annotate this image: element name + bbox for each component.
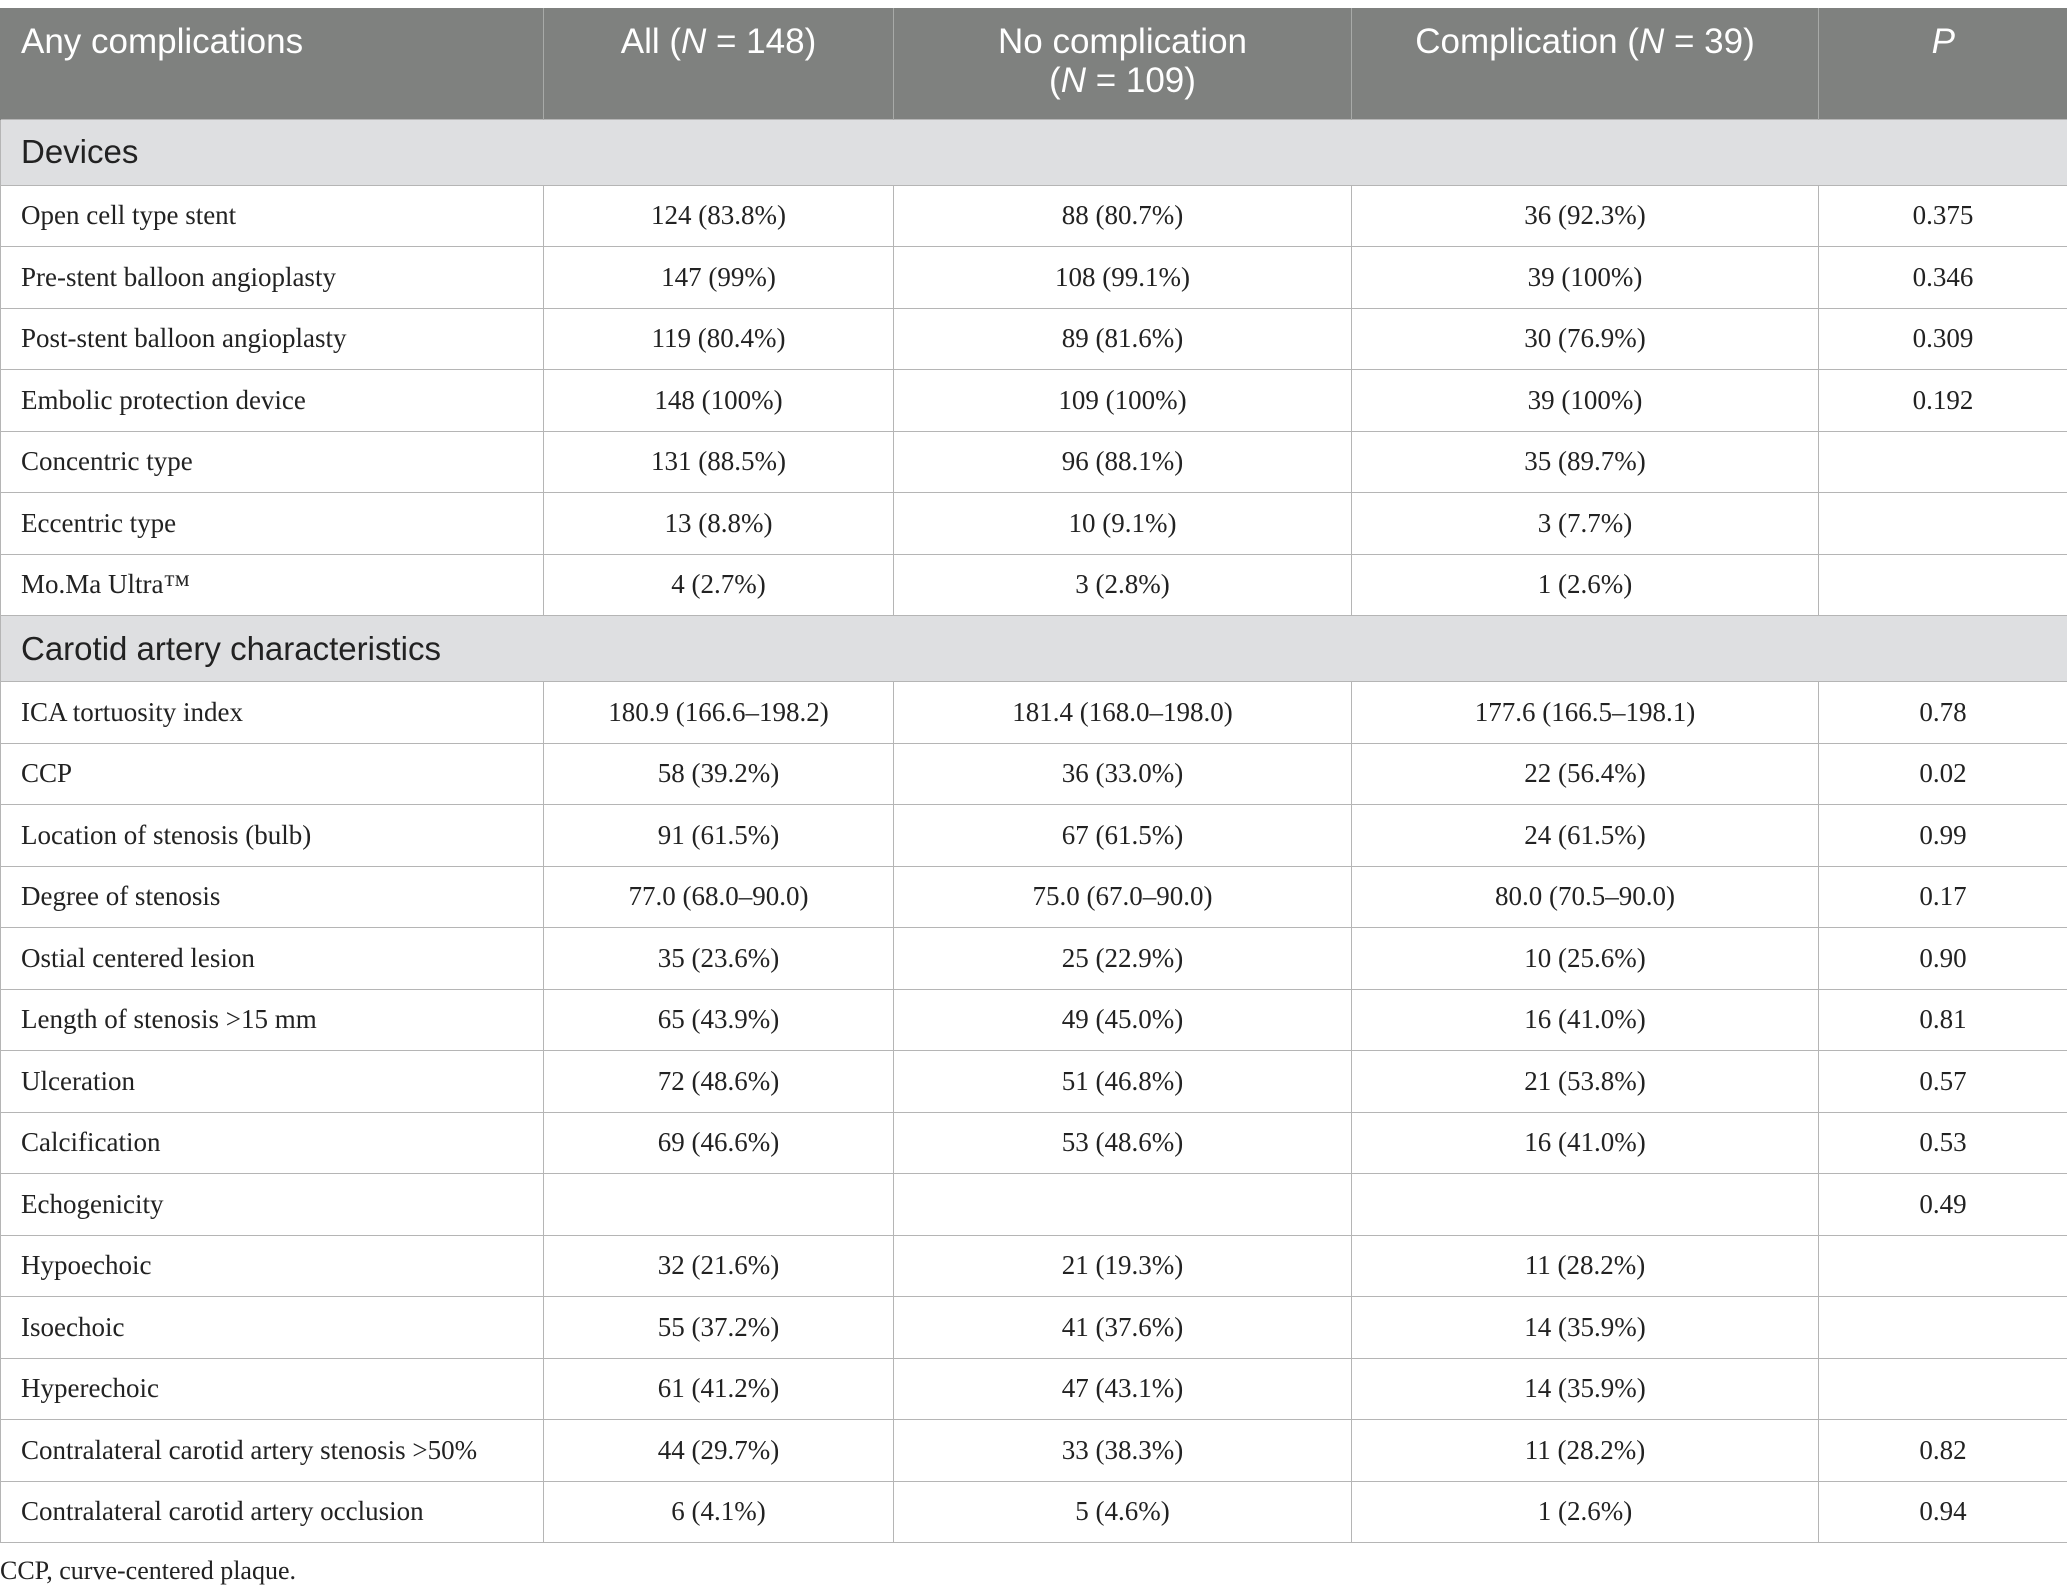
cell-p-value: [1819, 1297, 2067, 1359]
row-label: ICA tortuosity index: [1, 682, 544, 744]
cell-complication: 1 (2.6%): [1352, 554, 1819, 616]
table-row: [1, 1174, 2067, 1236]
cell-complication: 11 (28.2%): [1352, 1420, 1819, 1482]
table-row: [1, 989, 2067, 1051]
cell-all: [544, 1174, 894, 1236]
cell-no-complication: 53 (48.6%): [894, 1112, 1352, 1174]
cell-complication: 16 (41.0%): [1352, 989, 1819, 1051]
header-complication: Complication (N = 39): [1352, 8, 1819, 119]
table-row: [1, 1297, 2067, 1359]
table-row: [1, 308, 2067, 370]
row-label: Contralateral carotid artery occlusion: [1, 1481, 544, 1543]
cell-all: 55 (37.2%): [544, 1297, 894, 1359]
row-label: Contralateral carotid artery stenosis >50%: [1, 1420, 544, 1482]
cell-complication: 24 (61.5%): [1352, 805, 1819, 867]
cell-all: 4 (2.7%): [544, 554, 894, 616]
cell-p-value: 0.78: [1819, 682, 2067, 744]
cell-p-value: [1819, 554, 2067, 616]
table-row: [1, 1051, 2067, 1113]
cell-all: 69 (46.6%): [544, 1112, 894, 1174]
row-label: Location of stenosis (bulb): [1, 805, 544, 867]
cell-no-complication: 88 (80.7%): [894, 185, 1352, 247]
cell-complication: [1352, 1174, 1819, 1236]
row-label: Hyperechoic: [1, 1358, 544, 1420]
row-label: Hypoechoic: [1, 1235, 544, 1297]
table-row: [1, 1112, 2067, 1174]
cell-p-value: 0.309: [1819, 308, 2067, 370]
row-label: Length of stenosis >15 mm: [1, 989, 544, 1051]
cell-complication: 10 (25.6%): [1352, 928, 1819, 990]
table-row: [1, 682, 2067, 744]
cell-complication: 14 (35.9%): [1352, 1358, 1819, 1420]
cell-complication: 36 (92.3%): [1352, 185, 1819, 247]
row-label: Embolic protection device: [1, 370, 544, 432]
cell-complication: 30 (76.9%): [1352, 308, 1819, 370]
cell-p-value: 0.81: [1819, 989, 2067, 1051]
cell-no-complication: 67 (61.5%): [894, 805, 1352, 867]
cell-p-value: 0.53: [1819, 1112, 2067, 1174]
cell-no-complication: 109 (100%): [894, 370, 1352, 432]
table-row: [1, 928, 2067, 990]
row-label: Open cell type stent: [1, 185, 544, 247]
cell-p-value: 0.90: [1819, 928, 2067, 990]
cell-no-complication: 181.4 (168.0–198.0): [894, 682, 1352, 744]
table-row: [1, 1358, 2067, 1420]
row-label: Post-stent balloon angioplasty: [1, 308, 544, 370]
cell-p-value: 0.57: [1819, 1051, 2067, 1113]
row-label: Echogenicity: [1, 1174, 544, 1236]
section-title: Devices: [1, 119, 2067, 185]
cell-p-value: 0.02: [1819, 743, 2067, 805]
cell-complication: 3 (7.7%): [1352, 493, 1819, 555]
cell-all: 147 (99%): [544, 247, 894, 309]
table-footnote: CCP, curve-centered plaque.: [0, 1556, 297, 1585]
cell-p-value: 0.94: [1819, 1481, 2067, 1543]
cell-no-complication: 47 (43.1%): [894, 1358, 1352, 1420]
cell-all: 119 (80.4%): [544, 308, 894, 370]
cell-no-complication: 25 (22.9%): [894, 928, 1352, 990]
cell-complication: 1 (2.6%): [1352, 1481, 1819, 1543]
cell-all: 44 (29.7%): [544, 1420, 894, 1482]
cell-no-complication: 3 (2.8%): [894, 554, 1352, 616]
cell-all: 13 (8.8%): [544, 493, 894, 555]
cell-p-value: 0.346: [1819, 247, 2067, 309]
cell-all: 72 (48.6%): [544, 1051, 894, 1113]
header-no-complication: No complication (N = 109): [894, 8, 1352, 119]
table-header: [1, 8, 2067, 119]
row-label: Isoechoic: [1, 1297, 544, 1359]
cell-all: 148 (100%): [544, 370, 894, 432]
table-row: [1, 247, 2067, 309]
header-any-complications: Any complications: [1, 8, 544, 119]
row-label: CCP: [1, 743, 544, 805]
table-body: [1, 119, 2067, 1543]
cell-p-value: 0.49: [1819, 1174, 2067, 1236]
section-header-row: [1, 119, 2067, 185]
row-label: Mo.Ma Ultra™: [1, 554, 544, 616]
table-row: [1, 493, 2067, 555]
row-label: Eccentric type: [1, 493, 544, 555]
table-row: [1, 866, 2067, 928]
cell-complication: 21 (53.8%): [1352, 1051, 1819, 1113]
cell-no-complication: 36 (33.0%): [894, 743, 1352, 805]
cell-no-complication: 51 (46.8%): [894, 1051, 1352, 1113]
cell-all: 124 (83.8%): [544, 185, 894, 247]
row-label: Degree of stenosis: [1, 866, 544, 928]
cell-no-complication: 5 (4.6%): [894, 1481, 1352, 1543]
section-title: Carotid artery characteristics: [1, 616, 2067, 682]
row-label: Calcification: [1, 1112, 544, 1174]
cell-complication: 39 (100%): [1352, 247, 1819, 309]
cell-p-value: 0.192: [1819, 370, 2067, 432]
table-row: [1, 743, 2067, 805]
cell-p-value: [1819, 1358, 2067, 1420]
cell-p-value: [1819, 431, 2067, 493]
cell-complication: 39 (100%): [1352, 370, 1819, 432]
table-row: [1, 185, 2067, 247]
cell-no-complication: 108 (99.1%): [894, 247, 1352, 309]
cell-all: 131 (88.5%): [544, 431, 894, 493]
table-row: [1, 1235, 2067, 1297]
header-row: [1, 8, 2067, 119]
cell-p-value: 0.82: [1819, 1420, 2067, 1482]
row-label: Ulceration: [1, 1051, 544, 1113]
cell-no-complication: 41 (37.6%): [894, 1297, 1352, 1359]
header-all: All (N = 148): [544, 8, 894, 119]
cell-no-complication: 21 (19.3%): [894, 1235, 1352, 1297]
cell-complication: 16 (41.0%): [1352, 1112, 1819, 1174]
cell-no-complication: 75.0 (67.0–90.0): [894, 866, 1352, 928]
cell-all: 32 (21.6%): [544, 1235, 894, 1297]
row-label: Ostial centered lesion: [1, 928, 544, 990]
row-label: Concentric type: [1, 431, 544, 493]
cell-complication: 177.6 (166.5–198.1): [1352, 682, 1819, 744]
cell-complication: 80.0 (70.5–90.0): [1352, 866, 1819, 928]
row-label: Pre-stent balloon angioplasty: [1, 247, 544, 309]
cell-p-value: 0.17: [1819, 866, 2067, 928]
cell-no-complication: 10 (9.1%): [894, 493, 1352, 555]
complications-table: [0, 8, 2067, 1543]
cell-all: 77.0 (68.0–90.0): [544, 866, 894, 928]
cell-no-complication: 49 (45.0%): [894, 989, 1352, 1051]
table-row: [1, 805, 2067, 867]
cell-no-complication: 96 (88.1%): [894, 431, 1352, 493]
cell-all: 180.9 (166.6–198.2): [544, 682, 894, 744]
cell-complication: 35 (89.7%): [1352, 431, 1819, 493]
cell-all: 58 (39.2%): [544, 743, 894, 805]
cell-complication: 11 (28.2%): [1352, 1235, 1819, 1297]
cell-no-complication: 33 (38.3%): [894, 1420, 1352, 1482]
table-row: [1, 370, 2067, 432]
cell-complication: 22 (56.4%): [1352, 743, 1819, 805]
cell-p-value: [1819, 1235, 2067, 1297]
cell-all: 61 (41.2%): [544, 1358, 894, 1420]
section-header-row: [1, 616, 2067, 682]
cell-no-complication: 89 (81.6%): [894, 308, 1352, 370]
table-row: [1, 431, 2067, 493]
table-row: [1, 1481, 2067, 1543]
header-p-value: P: [1819, 8, 2067, 119]
table-row: [1, 1420, 2067, 1482]
cell-p-value: 0.99: [1819, 805, 2067, 867]
cell-all: 35 (23.6%): [544, 928, 894, 990]
cell-no-complication: [894, 1174, 1352, 1236]
cell-p-value: 0.375: [1819, 185, 2067, 247]
cell-all: 91 (61.5%): [544, 805, 894, 867]
cell-p-value: [1819, 493, 2067, 555]
table-row: [1, 554, 2067, 616]
cell-all: 6 (4.1%): [544, 1481, 894, 1543]
cell-all: 65 (43.9%): [544, 989, 894, 1051]
cell-complication: 14 (35.9%): [1352, 1297, 1819, 1359]
